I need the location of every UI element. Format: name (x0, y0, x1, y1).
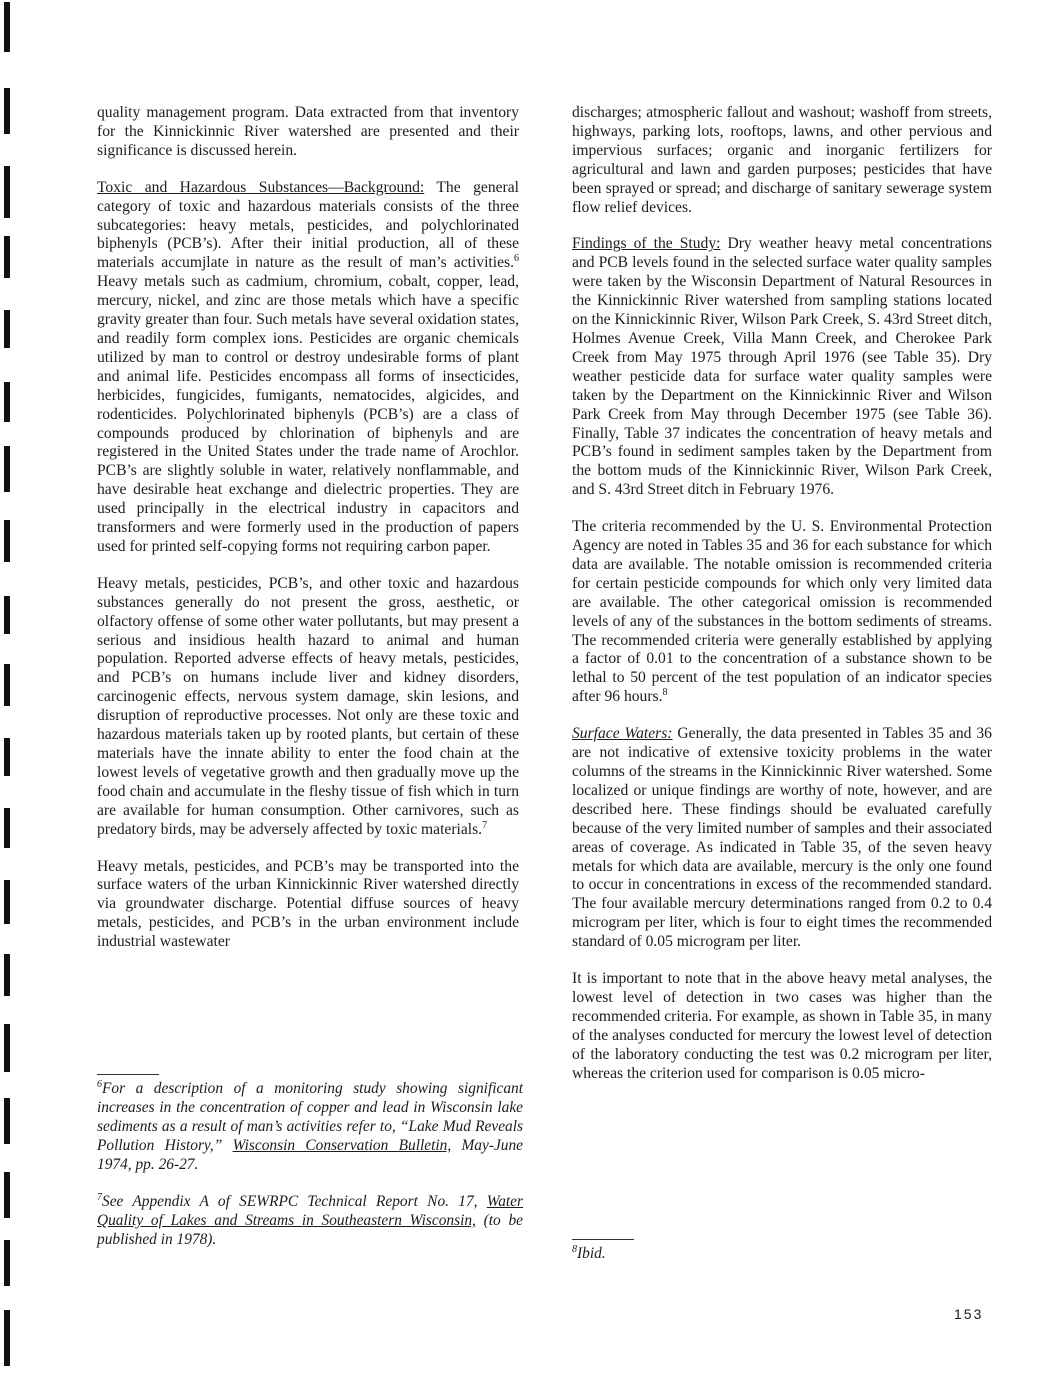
footnote-text: (to be published in 1978). (97, 1212, 523, 1248)
edge-mark (4, 382, 10, 422)
paragraph-text: Dry weather heavy metal concentrations and PCB levels found in the selected surface water quality samples were taken by the Wisconsin Department of Natural Resources in the Kinnickinnic River watershed from sampling stations located on the Kinnickinnic River, Wilson Park Creek, S. 43rd Street ditch, Holmes Avenue Creek, Villa Mann Creek, and Cherokee Park Creek from May 1975 through April 1976 (see Table 35). Dry weather pesticide data for surface water quality samples were taken by the Department on the Kinnickinnic River and Wilson Park Creek from May through December 1975 (see Table 36). Finally, Table 37 indicates the concentration of heavy metals and PCB’s found in sediment samples taken by the Department from the bottom muds of the Kinnickinnic River, Wilson Park Creek, and S. 43rd Street ditch in February 1976. (572, 235, 992, 499)
section-heading-findings: Findings of the Study: (572, 235, 721, 253)
section-heading-surface-waters: Surface Waters: (572, 725, 673, 743)
paragraph-text: The general category of toxic and hazardous materials consists of the three subcategories: heavy metals, pesticides, and polychlorinated biphenyls (PCB’s). After their initial production, all of these materials accumjlate in nature as the result of man’s activities. (97, 178, 519, 272)
right-column (572, 104, 992, 1102)
footnote-7 (97, 1192, 523, 1249)
edge-mark (4, 1024, 10, 1072)
edge-mark (4, 1172, 10, 1218)
edge-mark (4, 880, 10, 924)
footnote-text: Ibid. (577, 1245, 606, 1262)
edge-mark (4, 1098, 10, 1144)
footnote-ref-7: 7 (482, 819, 488, 831)
footnote-divider (97, 1074, 159, 1075)
edge-mark (4, 88, 10, 134)
footnote-text: May-June 1974, pp. 26-27. (97, 1137, 523, 1173)
paragraph-text: Heavy metals, pesticides, PCB’s, and other toxic and hazardous substances generally do not present the gross, aesthetic, or olfactory offense of some other water pollutants, but may present a serious and insidious health hazard to animal and human population. Reported adverse effects of heavy metals, pesticides, and PCB’s on humans include liver and kidney disorders, carcinogenic effects, nervous system damage, skin lesions, and disruption of reproductive processes. Not only are these toxic and hazardous materials taken up by rooted plants, but certain of these materials have the innate ability to enter the food chain at the lowest levels of vegetative growth and then gradually move up the food chain and accumulate in the fleshy tissue of fish which in turn are available for human consumption. Other carnivores, such as predatory birds, may be adversely affected by toxic materials. (97, 574, 519, 838)
footnote-8 (572, 1244, 992, 1263)
left-column (97, 104, 519, 970)
footnote-divider (572, 1239, 634, 1240)
page-number: 153 (954, 1306, 984, 1322)
footnote-source: Water Quality of Lakes and Streams in Southeastern Wisconsin, (97, 1193, 523, 1229)
edge-mark (4, 166, 10, 218)
paragraph-sources-continued: discharges; atmospheric fallout and washout; washoff from streets, highways, parking lots, rooftops, lawns, and other pervious and impervious surfaces; organic and inorganic fertilizers for agricultural and lawn and garden purposes; pesticides that have been sprayed or spread; and discharge of sanitary sewerage system flow relief devices. (572, 104, 992, 216)
edge-mark (4, 1310, 10, 1366)
scan-edge-marks (0, 0, 20, 1379)
footnotes-right (572, 1239, 992, 1281)
edge-mark (4, 738, 10, 776)
paragraph-intro-continued: quality management program. Data extracted from that inventory for the Kinnickinnic River watershed are presented and their significance is discussed herein. (97, 104, 519, 159)
paragraph-criteria (572, 518, 992, 707)
paragraph-text: Generally, the data presented in Tables 35 and 36 are not indicative of extensive toxicity problems in the water columns of the streams in the Kinnickinnic River watershed. Some localized or unique findings are worthy of note, however, and are described here. These findings should be evaluated carefully because of the very limited number of samples and their associated areas of coverage. As indicated in Table 35, of the seven heavy metals for which data are available, mercury is the only one found to occur in concentrations in excess of the recommended standard. The four available mercury determinations ranged from 0.2 to 0.4 microgram per liter, which is four to eight times the recommended standard of 0.05 microgram per liter. (572, 725, 992, 951)
paragraph-detection-limits: It is important to note that in the above heavy metal analyses, the lowest level of detection in two cases was higher than the recommended criteria. For example, as shown in Table 35, in many of the analyses conducted for mercury the lowest level of detection of the laboratory conducting the test was 0.2 microgram per liter, whereas the criterion used for comparison is 0.05 micro- (572, 970, 992, 1082)
footnote-ref-8: 8 (662, 687, 668, 699)
edge-mark (4, 664, 10, 706)
footnote-text: See Appendix A of SEWRPC Technical Report No. 17, (102, 1193, 487, 1210)
paragraph-text: The criteria recommended by the U. S. Environmental Protection Agency are noted in Tables 35 and 36 for each substance for which data are available. The notable omission is recommended criteria for certain pesticide compounds for which only very limited data are available. The other categorical omission is recommended levels of any of the substances in the bottom sediments of streams. The recommended criteria were generally established by applying a factor of 0.01 to the concentration of a substance shown to be lethal to 50 percent of the test population of an indicator species after 96 hours. (572, 518, 992, 706)
footnote-ref-6: 6 (514, 253, 519, 265)
edge-mark (4, 520, 10, 562)
footnote-6 (97, 1079, 523, 1174)
paragraph-health-effects (97, 575, 519, 840)
section-heading-toxic-background: Toxic and Hazardous Substances—Background: (97, 178, 425, 196)
footnote-mark-7: 7 (97, 1191, 102, 1203)
footnote-mark-8: 8 (572, 1243, 577, 1255)
edge-mark (4, 596, 10, 634)
footnotes-left (97, 1074, 523, 1267)
edge-mark (4, 1240, 10, 1286)
edge-mark (4, 954, 10, 996)
edge-mark (4, 808, 10, 848)
paragraph-transport: Heavy metals, pesticides, and PCB’s may be transported into the surface waters of the urban Kinnickinnic River watershed directly via groundwater discharge. Potential diffuse sources of heavy metals, pesticides, and PCB’s in the urban environment include industrial wastewater (97, 857, 519, 951)
paragraph-surface-waters (572, 725, 992, 952)
edge-mark (4, 2, 10, 52)
paragraph-toxic-background (97, 179, 519, 557)
footnote-mark-6: 6 (97, 1078, 102, 1090)
edge-mark (4, 310, 10, 348)
edge-mark (4, 236, 10, 278)
paragraph-findings (572, 235, 992, 500)
footnote-source: Wisconsin Conservation Bulletin, (232, 1137, 452, 1154)
paragraph-text: Heavy metals such as cadmium, chromium, cobalt, copper, lead, mercury, nickel, and zinc are those metals which have a specific gravity greater than four. Such metals have several oxidation states, and readily form complex ions. Pesticides are organic chemicals utilized by man to control or destroy undesirable forms of plant and animal life. Pesticides encompass all forms of insecticides, herbicides, fungicides, fumigants, nematocides, algicides, and rodenticides. Polychlorinated biphenyls (PCB’s) are a class of compounds produced by chlorination of biphenyls and are registered in the United States under the trade name of Arochlor. PCB’s are slightly soluble in water, relatively nonflammable, and have desirable heat exchange and dielectric properties. They are used principally in the electrical industry in capacitors and transformers and were formerly used in the production of papers used for printed self-copying forms not requiring carbon paper. (97, 273, 519, 555)
footnote-text: For a description of a monitoring study showing significant increases in the concentration of copper and lead in Wisconsin lake sediments as a result of man’s activities refer to, “Lake Mud Reveals Pollution History,” (97, 1080, 523, 1154)
edge-mark (4, 446, 10, 492)
